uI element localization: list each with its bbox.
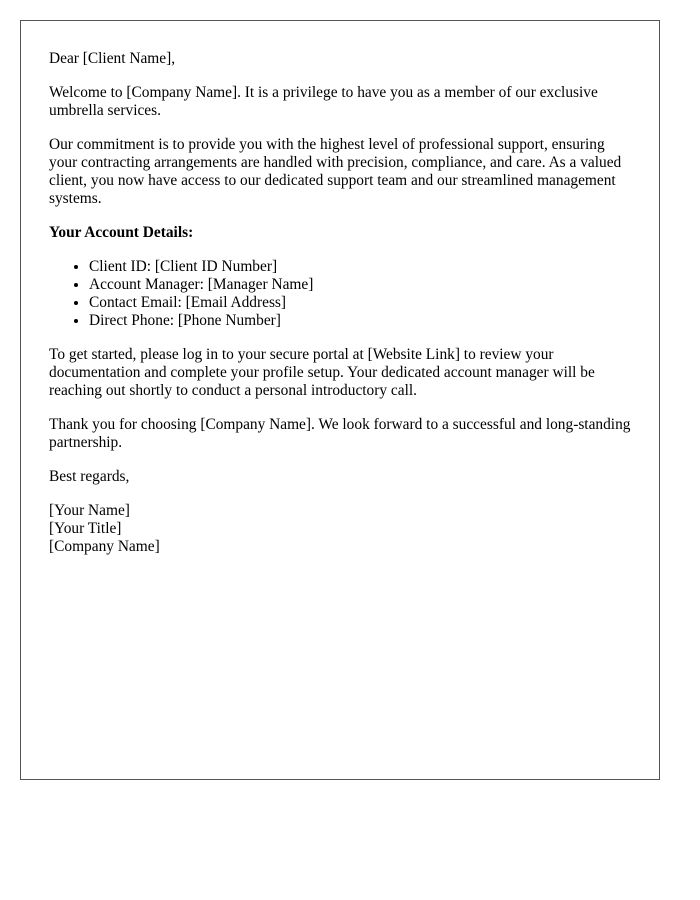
detail-account-manager: • Account Manager: [Manager Name] bbox=[89, 276, 631, 294]
closing: Best regards, bbox=[49, 468, 130, 485]
salutation: Dear [Client Name], bbox=[49, 50, 176, 67]
detail-direct-phone: • Direct Phone: [Phone Number] bbox=[89, 312, 631, 330]
thank-you-paragraph: Thank you for choosing [Company Name]. We look forward to a successful and long-standing partnership. bbox=[49, 416, 631, 451]
commitment-paragraph: Our commitment is to provide you with the highest level of professional support, ensuring your contracting arrangements are handled with precision, compliance, and care. As a valued client, you now have access to our dedicated support team and our streamlined management systems. bbox=[49, 136, 622, 207]
signature-block bbox=[49, 502, 631, 556]
detail-client-id: • Client ID: [Client ID Number] bbox=[89, 258, 631, 276]
detail-contact-email: • Contact Email: [Email Address] bbox=[89, 294, 631, 312]
signature-name: [Your Name] bbox=[49, 502, 130, 519]
account-details-list bbox=[49, 258, 631, 330]
getting-started-paragraph: To get started, please log in to your secure portal at [Website Link] to review your documentation and complete your profile setup. Your dedicated account manager will be reaching out shortly to conduct a personal introductory call. bbox=[49, 346, 595, 399]
welcome-paragraph: Welcome to [Company Name]. It is a privilege to have you as a member of our exclusive umbrella services. bbox=[49, 84, 598, 119]
account-details-heading: Your Account Details: bbox=[49, 224, 194, 241]
letter-page bbox=[20, 20, 660, 780]
signature-company: [Company Name] bbox=[49, 538, 160, 555]
signature-title: [Your Title] bbox=[49, 520, 122, 537]
